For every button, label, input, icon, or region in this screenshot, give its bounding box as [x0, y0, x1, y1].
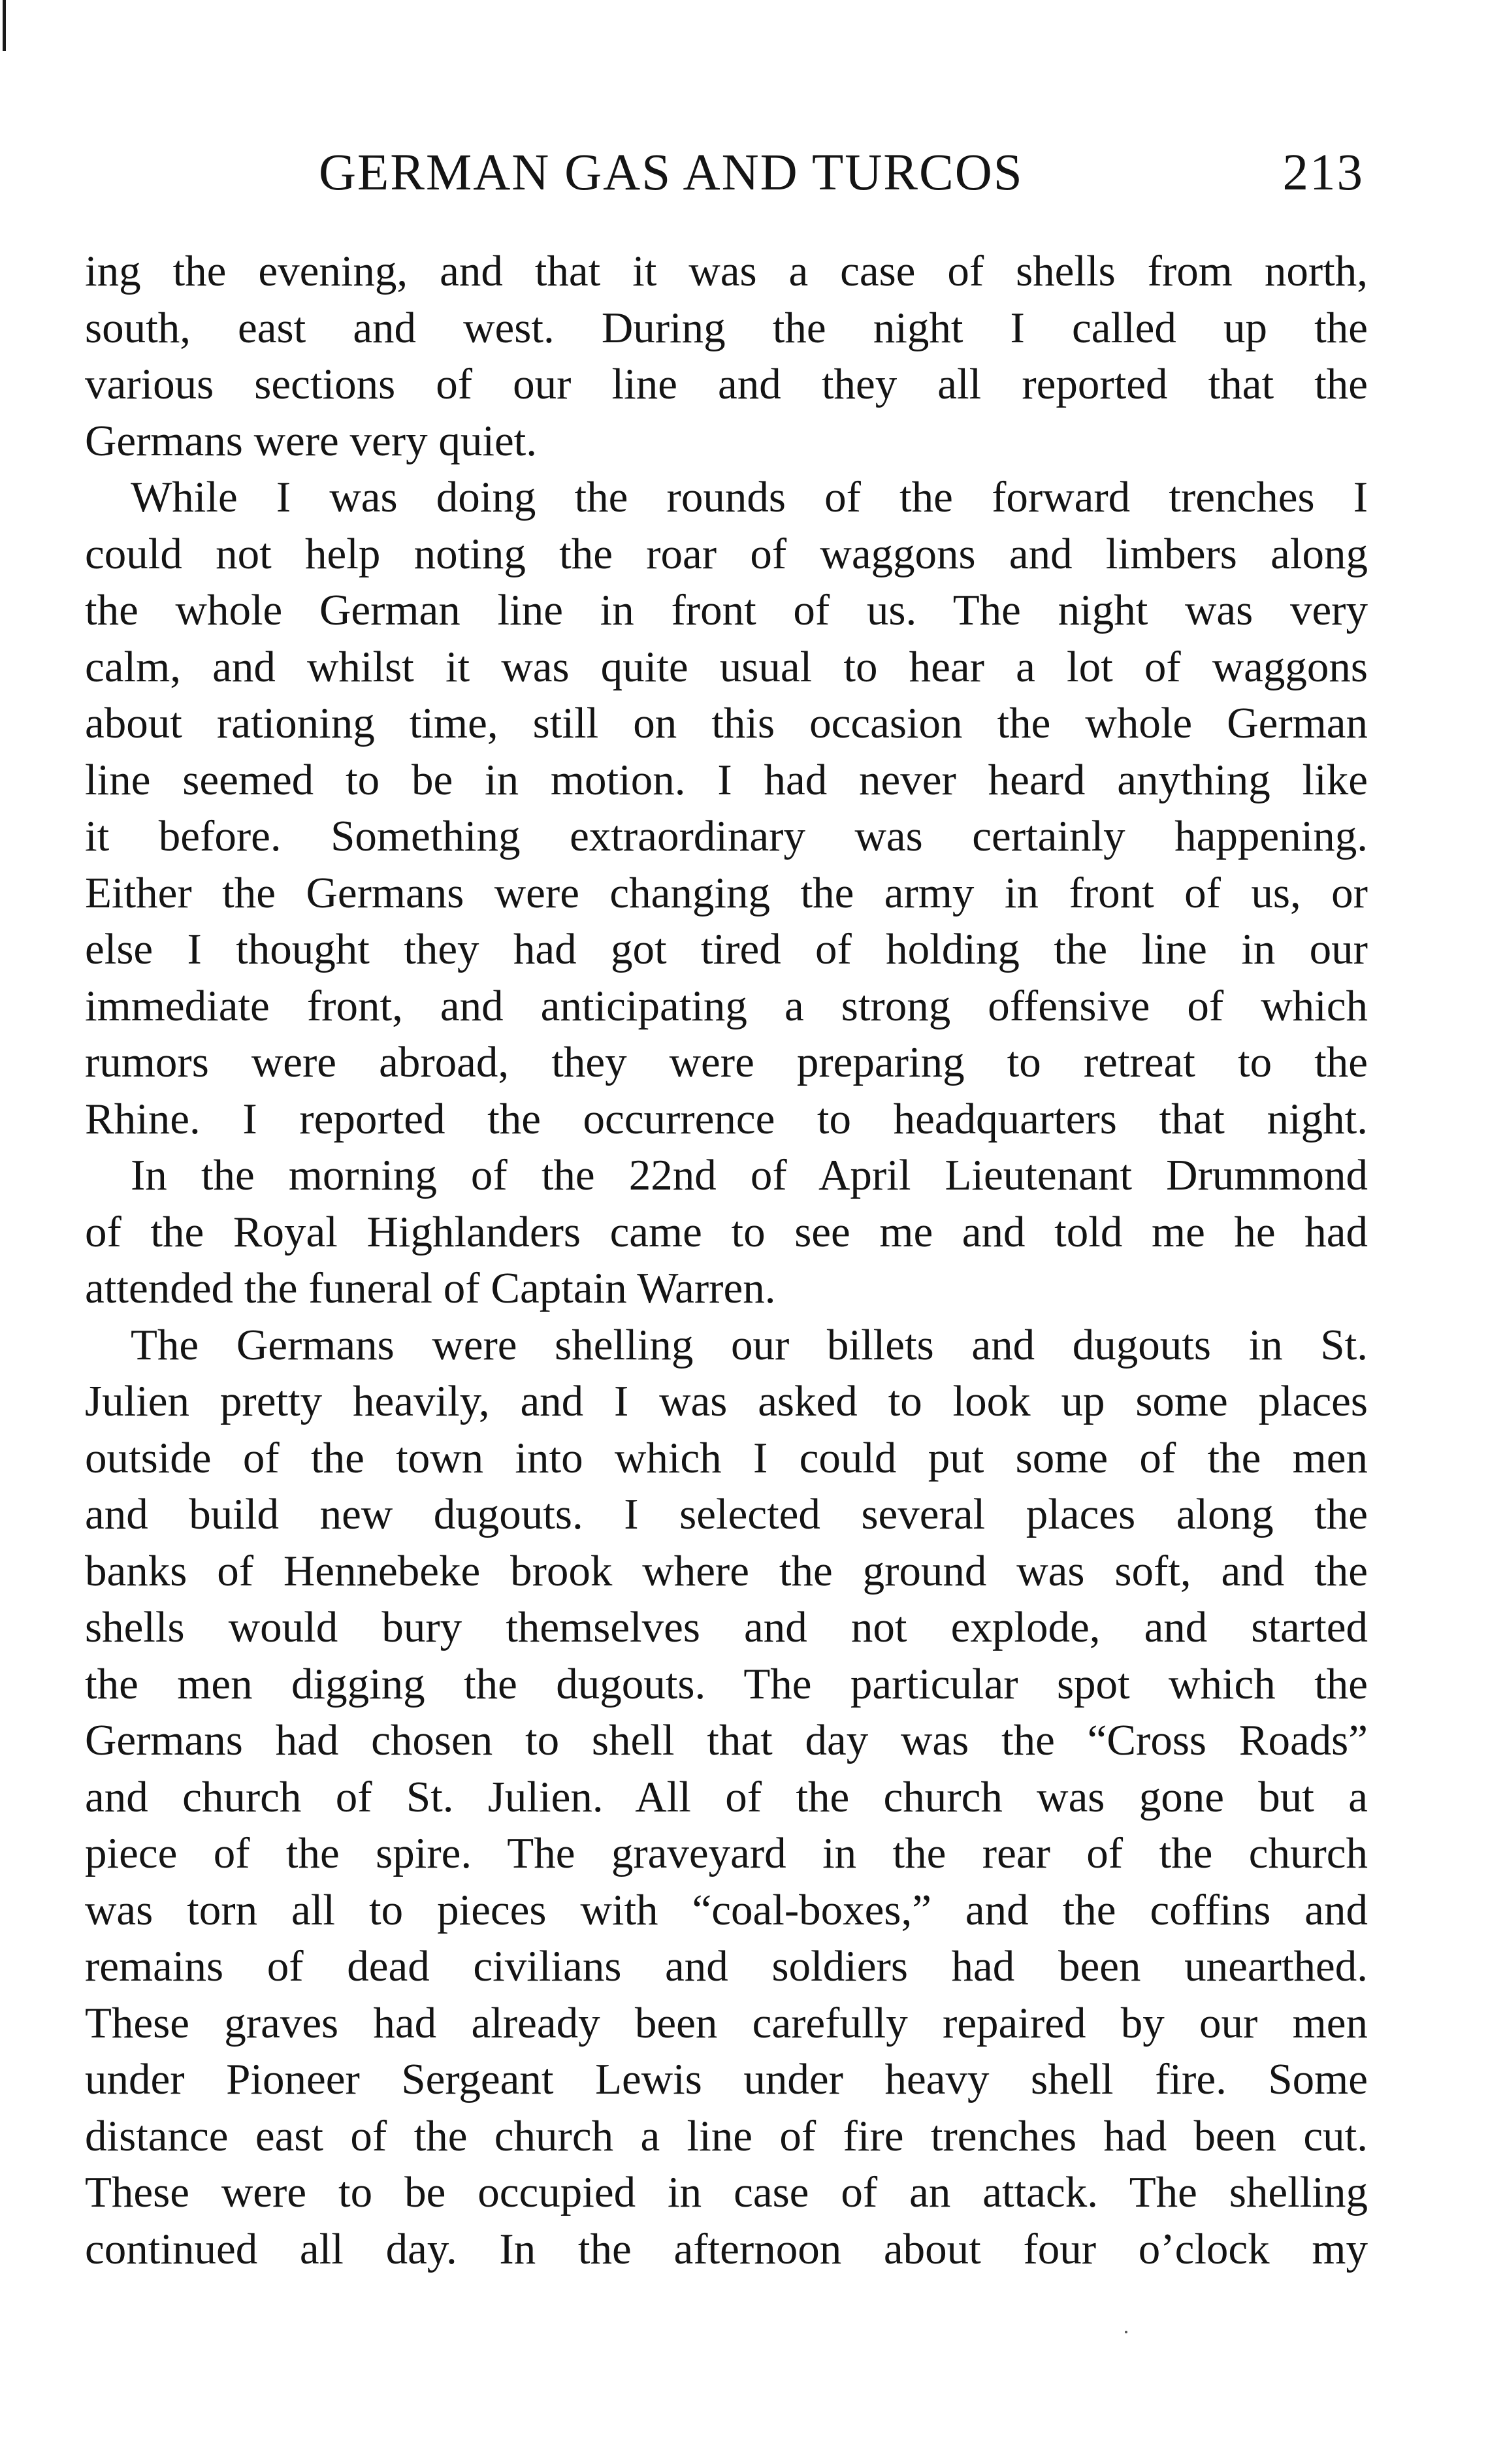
text-line: else I thought they had got tired of holding the line in our [85, 925, 1368, 973]
scan-edge-mark [3, 0, 6, 51]
text-line: about rationing time, still on this occasion the whole German [85, 699, 1368, 747]
text-line: calm, and whilst it was quite usual to hear a lot of waggons [85, 642, 1368, 691]
text-line: could not help noting the roar of waggons and limbers along [85, 529, 1368, 578]
text-line: remains of dead civilians and soldiers had been unearthed. [85, 1942, 1368, 1990]
text-line: under Pioneer Sergeant Lewis under heavy shell fire. Some [85, 2055, 1368, 2103]
page-number: 213 [1282, 144, 1364, 201]
text-line: of the Royal Highlanders came to see me and told me he had [85, 1207, 1368, 1256]
running-header [319, 137, 1364, 209]
text-line: piece of the spire. The graveyard in the rear of the church [85, 1829, 1368, 1877]
text-line: banks of Hennebeke brook where the ground was soft, and the [85, 1546, 1368, 1595]
text-line: In the morning of the 22nd of April Lieutenant Drummond [131, 1151, 1368, 1199]
text-line: outside of the town into which I could put some of the men [85, 1433, 1368, 1482]
scan-speck [1125, 2331, 1127, 2333]
text-line: While I was doing the rounds of the forward trenches I [131, 473, 1368, 521]
text-line: immediate front, and anticipating a strong offensive of which [85, 981, 1368, 1030]
text-line: was torn all to pieces with “coal-boxes,” and the coffins and [85, 1885, 1368, 1934]
text-line: rumors were abroad, they were preparing to retreat to the [85, 1038, 1368, 1086]
text-line: and build new dugouts. I selected several places along the [85, 1490, 1368, 1538]
text-line: Germans had chosen to shell that day was the “Cross Roads” [85, 1716, 1368, 1764]
text-line: Either the Germans were changing the army in front of us, or [85, 868, 1368, 917]
text-line: it before. Something extraordinary was certainly happening. [85, 812, 1368, 860]
text-line: These graves had already been carefully repaired by our men [85, 1998, 1368, 2047]
text-line: the men digging the dugouts. The particular spot which the [85, 1659, 1368, 1708]
text-line: line seemed to be in motion. I had never heard anything like [85, 755, 1368, 804]
text-line: south, east and west. During the night I called up the [85, 303, 1368, 352]
text-line: The Germans were shelling our billets and dugouts in St. [131, 1320, 1368, 1369]
text-line: various sections of our line and they all reported that the [85, 360, 1368, 408]
text-line: These were to be occupied in case of an attack. The shelling [85, 2168, 1368, 2216]
text-line: distance east of the church a line of fire trenches had been cut. [85, 2111, 1368, 2160]
text-line: ing the evening, and that it was a case of shells from north, [85, 247, 1368, 295]
running-title: GERMAN GAS AND TURCOS [319, 144, 1024, 201]
text-line: Julien pretty heavily, and I was asked to look up some places [85, 1377, 1368, 1425]
text-line: Germans were very quiet. [85, 416, 538, 465]
text-line: continued all day. In the afternoon about four o’clock my [85, 2224, 1368, 2273]
body-text [85, 243, 1368, 2277]
text-line: and church of St. Julien. All of the church was gone but a [85, 1772, 1368, 1821]
text-line: shells would bury themselves and not explode, and started [85, 1603, 1368, 1651]
text-line: the whole German line in front of us. The night was very [85, 586, 1368, 634]
text-line: attended the funeral of Captain Warren. [85, 1264, 776, 1312]
text-line: Rhine. I reported the occurrence to headquarters that night. [85, 1094, 1368, 1143]
